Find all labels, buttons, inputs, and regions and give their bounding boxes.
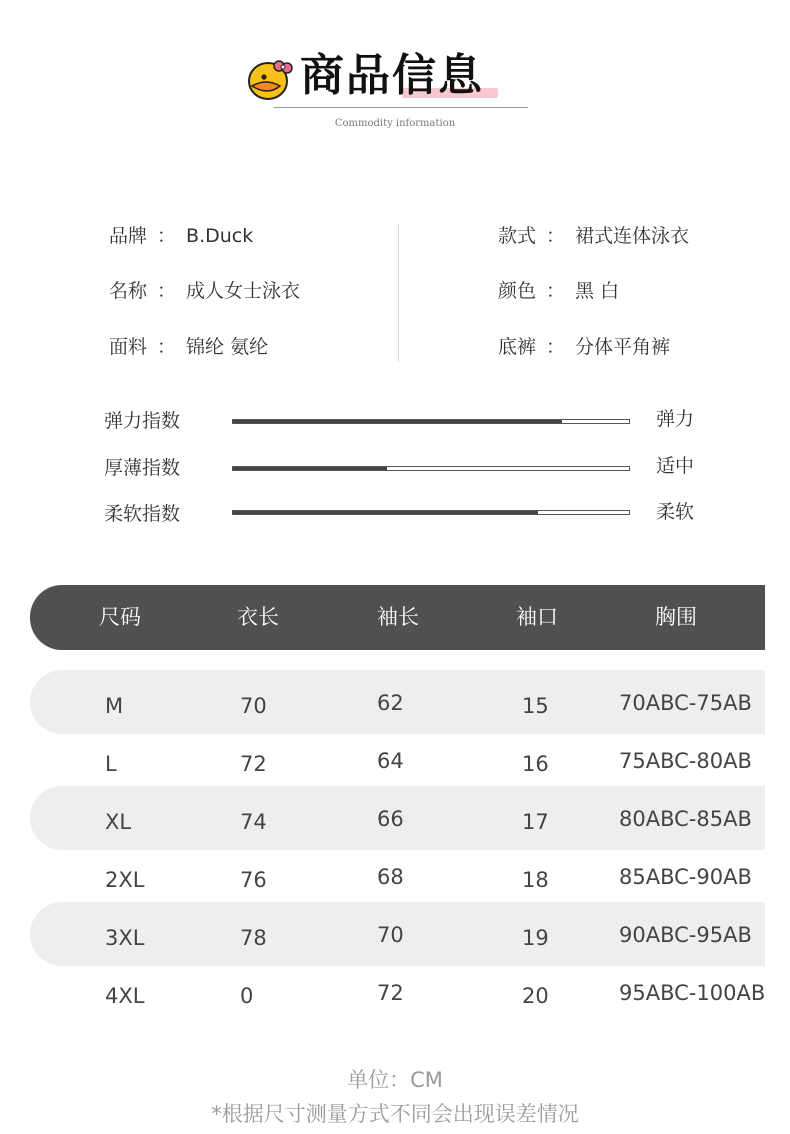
column-header-bust: 胸围 (655, 605, 697, 629)
softness-bar (232, 510, 630, 515)
unit-note: 单位：CM (347, 1068, 443, 1092)
page-title: 商品信息 (300, 50, 484, 101)
cell-size: XL (105, 810, 132, 834)
cell-sleeve-length: 66 (377, 807, 404, 831)
table-row (30, 786, 765, 850)
info-label: 名称 (109, 280, 148, 302)
softness-value: 柔软 (656, 501, 695, 523)
table-row (30, 670, 765, 734)
cell-sleeve-length: 68 (377, 865, 404, 889)
cell-cuff: 16 (522, 752, 549, 776)
measurement-disclaimer: *根据尺寸测量方式不同会出现误差情况 (211, 1102, 579, 1126)
info-value: 分体平角裤 (575, 336, 671, 358)
info-color (498, 277, 619, 305)
cell-sleeve-length: 70 (377, 923, 404, 947)
table-row (30, 902, 765, 966)
info-colon: ： (157, 336, 177, 358)
cell-bust: 80ABC-85AB (619, 807, 752, 831)
column-header-cuff: 袖口 (516, 605, 558, 629)
info-value: 黑 白 (575, 280, 620, 302)
cell-bust: 90ABC-95AB (619, 923, 752, 947)
cell-size: 3XL (105, 926, 145, 950)
info-label: 颜色 (498, 280, 537, 302)
cell-bust: 75ABC-80AB (619, 749, 752, 773)
info-label: 底裤 (498, 336, 537, 358)
info-name (109, 277, 300, 305)
size-table-header (30, 585, 765, 650)
info-bottoms (498, 333, 670, 361)
info-colon: ： (546, 336, 566, 358)
cell-size: 2XL (105, 868, 145, 892)
cell-bust: 70ABC-75AB (619, 691, 752, 715)
cell-size: L (105, 752, 117, 776)
elasticity-bar-fill (233, 420, 562, 423)
info-style (498, 222, 689, 250)
header (0, 0, 790, 150)
info-value: 裙式连体泳衣 (575, 225, 690, 247)
info-colon: ： (546, 225, 566, 247)
cell-length: 0 (240, 984, 254, 1008)
cell-sleeve-length: 62 (377, 691, 404, 715)
table-row (30, 960, 765, 1024)
cell-cuff: 18 (522, 868, 549, 892)
elasticity-value: 弹力 (656, 408, 695, 430)
cell-size: 4XL (105, 984, 145, 1008)
page-subtitle: Commodity information (334, 118, 456, 129)
cell-cuff: 17 (522, 810, 549, 834)
info-colon: ： (546, 280, 566, 302)
info-label: 品牌 (109, 225, 148, 247)
info-label: 款式 (498, 225, 537, 247)
duck-logo-icon (246, 56, 294, 102)
table-row (30, 728, 765, 792)
cell-length: 74 (240, 810, 267, 834)
cell-sleeve-length: 72 (377, 981, 404, 1005)
cell-cuff: 20 (522, 984, 549, 1008)
cell-sleeve-length: 64 (377, 749, 404, 773)
thickness-value: 适中 (656, 455, 695, 477)
info-value: 成人女士泳衣 (186, 280, 301, 302)
softness-bar-fill (233, 511, 538, 514)
elasticity-label: 弹力指数 (104, 410, 181, 432)
info-label: 面料 (109, 336, 148, 358)
cell-size: M (105, 694, 124, 718)
cell-length: 70 (240, 694, 267, 718)
cell-length: 78 (240, 926, 267, 950)
elasticity-bar (232, 419, 630, 424)
softness-label: 柔软指数 (104, 503, 181, 525)
info-colon: ： (157, 225, 177, 247)
cell-cuff: 19 (522, 926, 549, 950)
info-brand (109, 222, 253, 250)
cell-bust: 85ABC-90AB (619, 865, 752, 889)
thickness-label: 厚薄指数 (104, 457, 181, 479)
title-underline (274, 107, 528, 108)
column-header-size: 尺码 (99, 605, 141, 629)
thickness-bar-fill (233, 467, 387, 470)
column-header-length: 衣长 (237, 605, 279, 629)
info-divider (398, 224, 399, 362)
cell-cuff: 15 (522, 694, 549, 718)
info-value: 锦纶 氨纶 (186, 336, 269, 358)
thickness-bar (232, 466, 630, 471)
cell-length: 72 (240, 752, 267, 776)
info-colon: ： (157, 280, 177, 302)
cell-length: 76 (240, 868, 267, 892)
table-row (30, 844, 765, 908)
column-header-sleeve-length: 袖长 (377, 605, 419, 629)
info-value: B.Duck (186, 225, 254, 247)
info-fabric (109, 333, 268, 361)
cell-bust: 95ABC-100AB (619, 981, 766, 1005)
